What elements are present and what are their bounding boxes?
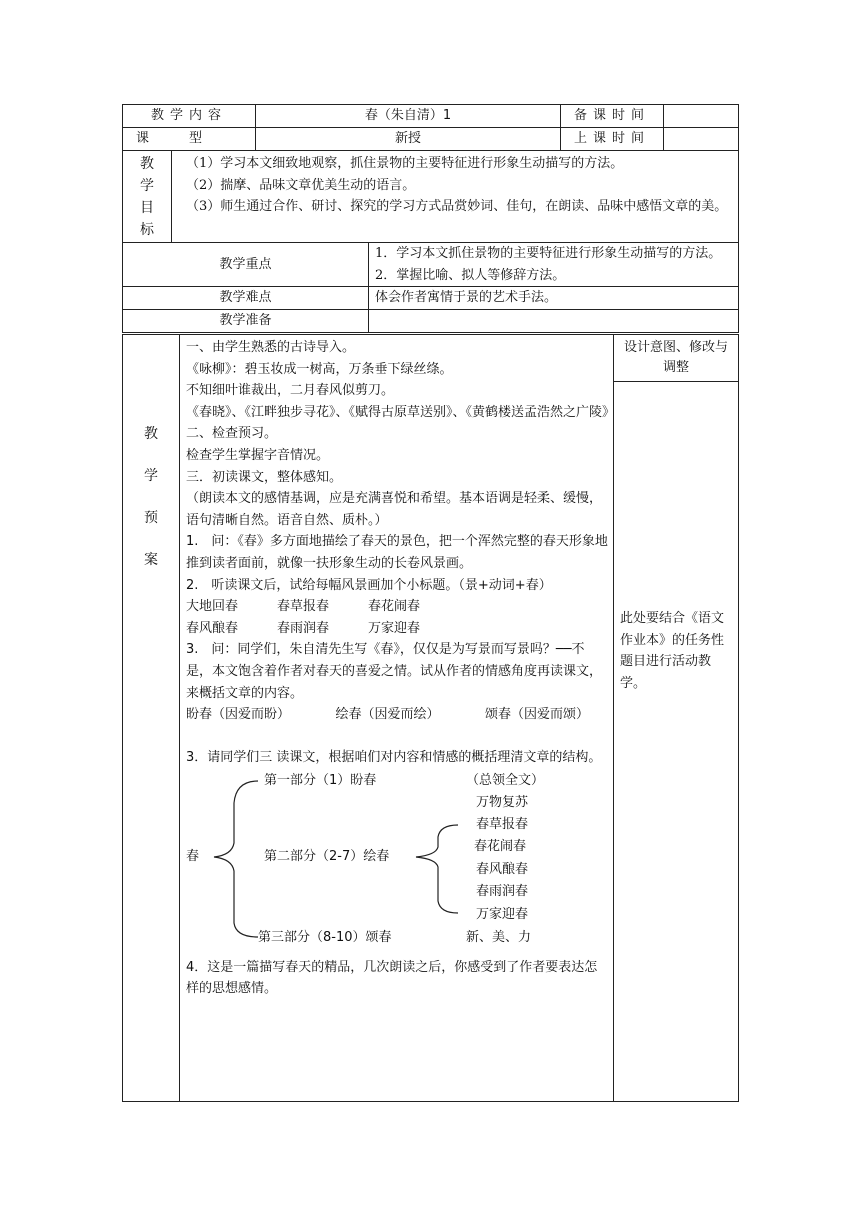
lesson-plan-table bbox=[122, 104, 739, 333]
plan-label: 教 学 预 案 bbox=[123, 335, 180, 1102]
structure-part2: 第二部分（2-7）绘春 bbox=[264, 848, 390, 864]
plan-paragraph: 3．请同学们三 读课文，根据咱们对内容和情感的概括理清文章的结构。 bbox=[186, 750, 602, 766]
lesson-type: 新授 bbox=[256, 128, 561, 151]
label-type: 课型 bbox=[123, 128, 256, 151]
class-time-value bbox=[664, 128, 739, 151]
structure-part2-item: 春雨润春 bbox=[476, 883, 529, 899]
label-prep-time: 备课时间 bbox=[561, 105, 664, 128]
prep-time-value bbox=[664, 105, 739, 128]
structure-part2-item: 万家迎春 bbox=[476, 906, 529, 922]
plan-paragraph bbox=[186, 726, 609, 748]
objectives-list bbox=[172, 151, 739, 243]
plan-paragraph: 大地回春 春草报春 春花闹春 bbox=[186, 599, 421, 615]
plan-paragraph: 《春晓》、《江畔独步寻花》、《赋得古原草送别》、《黄鹤楼送孟浩然之广陵》 bbox=[186, 404, 616, 420]
difficulty-text: 体会作者寓情于景的艺术手法。 bbox=[369, 287, 739, 310]
structure-part3-note: 新、美、力 bbox=[466, 929, 532, 945]
structure-diagram bbox=[186, 773, 609, 945]
lesson-content: 春（朱自清）1 bbox=[256, 105, 561, 128]
structure-root: 春 bbox=[186, 848, 200, 864]
plan-paragraph: 盼春（因爱而盼） 绘春（因爱而绘） 颂春（因爱而颂） bbox=[186, 707, 590, 723]
structure-part1: 第一部分（1）盼春 bbox=[264, 772, 377, 788]
plan-paragraph: 三．初读课文，整体感知。 bbox=[186, 469, 343, 485]
plan-paragraph: 2. 听读课文后，试给每幅风景画加个小标题。（景+动词+春） bbox=[186, 577, 552, 593]
key-points-list bbox=[369, 243, 739, 287]
structure-part2-item: 春草报春 bbox=[476, 816, 529, 832]
label-content: 教学内容 bbox=[123, 105, 256, 128]
side-header: 设计意图、修改与调整 bbox=[614, 335, 739, 382]
lesson-body-table bbox=[122, 334, 739, 1102]
plan-paragraph: 春风酿春 春雨润春 万家迎春 bbox=[186, 620, 421, 636]
structure-part2-item: 春风酿春 bbox=[476, 861, 529, 877]
structure-part2-item: 万物复苏 bbox=[476, 794, 529, 810]
plan-paragraph: 检查学生掌握字音情况。 bbox=[186, 447, 330, 463]
plan-paragraph: 1. 问：《春》多方面地描绘了春天的景色，把一个浑然完整的春天形象地推到读者面前，就像一扶形象生动的长卷风景画。 bbox=[186, 534, 608, 571]
key-points-label: 教学重点 bbox=[123, 243, 369, 287]
objective-item: （1）学习本文细致地观察，抓住景物的主要特征进行形象生动描写的方法。 bbox=[186, 156, 624, 171]
structure-part1-note: （总领全文） bbox=[466, 772, 545, 788]
preparation-text bbox=[369, 310, 739, 333]
label-class-time: 上课时间 bbox=[561, 128, 664, 151]
structure-part3: 第三部分（8-10）颂春 bbox=[258, 929, 392, 945]
objective-item: （3）师生通过合作、研讨、探究的学习方式品赏妙词、佳句，在朗读、品味中感悟文章的美。 bbox=[186, 199, 728, 214]
structure-part2-item: 春花闹春 bbox=[474, 838, 527, 854]
preparation-label: 教学准备 bbox=[123, 310, 369, 333]
side-note: 此处要结合《语文作业本》的任务性题目进行活动教学。 bbox=[614, 382, 739, 1102]
difficulty-label: 教学难点 bbox=[123, 287, 369, 310]
objectives-label: 教 学 目 标 bbox=[123, 151, 172, 243]
structure-braces bbox=[186, 773, 616, 945]
plan-paragraph: 《咏柳》：碧玉妆成一树高，万条垂下绿丝绦。 bbox=[186, 361, 453, 377]
plan-paragraph: 4．这是一篇描写春天的精品，几次朗读之后，你感受到了作者要表达怎样的思想感情。 bbox=[186, 959, 598, 997]
objective-item: （2）揣摩、品味文章优美生动的语言。 bbox=[186, 177, 416, 193]
key-point-item: 2．掌握比喻、拟人等修辞方法。 bbox=[375, 267, 566, 283]
key-point-item: 1．学习本文抓住景物的主要特征进行形象生动描写的方法。 bbox=[375, 246, 722, 261]
plan-paragraph: 一、由学生熟悉的古诗导入。 bbox=[186, 340, 356, 355]
plan-paragraph: 3. 问：同学们，朱自清先生写《春》，仅仅是为写景而写景吗？──不是，本文饱含着作者对春天的喜爱之情。试从作者的情感角度再读课文，来概括文章的内容。 bbox=[186, 642, 603, 701]
plan-content bbox=[180, 335, 614, 1102]
plan-paragraph: 不知细叶谁裁出，二月春风似剪刀。 bbox=[186, 383, 395, 399]
plan-paragraph: 二、检查预习。 bbox=[186, 426, 278, 442]
plan-paragraph: （朗读本文的感情基调，应是充满喜悦和希望。基本语调是轻柔、缓慢，语句清晰自然。语音自然、质朴。） bbox=[186, 491, 603, 528]
